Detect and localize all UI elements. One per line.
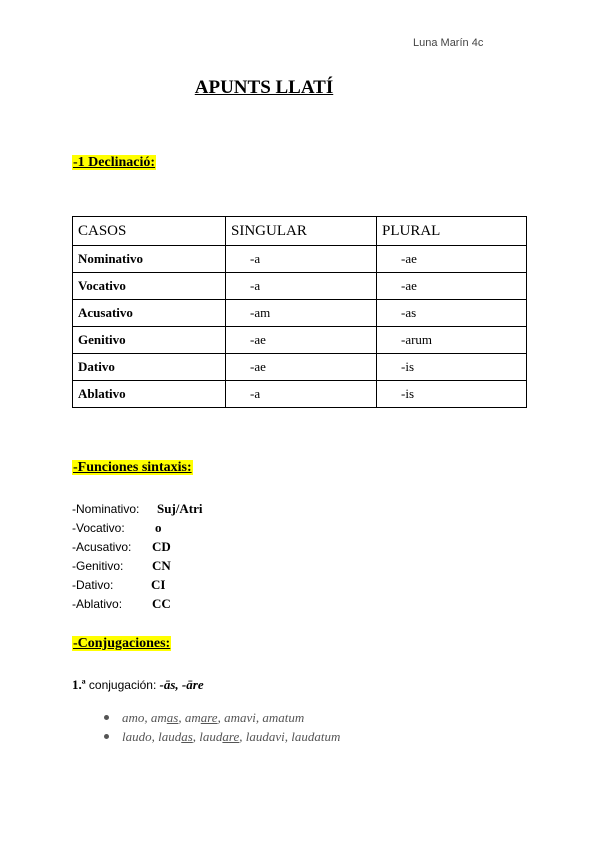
plural-ending: -as — [377, 300, 527, 327]
table-header-row — [73, 217, 527, 246]
function-case: -Ablativo: — [72, 597, 123, 611]
case-name: Genitivo — [73, 327, 226, 354]
plural-ending: -is — [377, 354, 527, 381]
bullet-icon — [104, 734, 109, 739]
declension-heading-text: -1 Declinació: — [73, 155, 156, 170]
declension-table — [72, 216, 527, 408]
function-value: o — [155, 520, 162, 535]
function-value: Suj/Atri — [157, 501, 203, 516]
example-ending: are — [222, 729, 240, 744]
case-name: Vocativo — [73, 273, 226, 300]
functions-heading — [72, 458, 193, 476]
table-row — [73, 300, 527, 327]
plural-ending: -arum — [377, 327, 527, 354]
function-case: -Nominativo: — [72, 502, 140, 516]
declension-heading — [72, 153, 156, 171]
singular-ending: -ae — [226, 354, 377, 381]
table-row — [73, 327, 527, 354]
singular-ending: -a — [226, 246, 377, 273]
plural-ending: -ae — [377, 273, 527, 300]
conjugation-label: conjugación: — [88, 678, 157, 692]
conjugation-forms: -ās, -āre — [159, 677, 204, 692]
function-case: -Vocativo: — [72, 521, 125, 535]
singular-ending: -a — [226, 273, 377, 300]
table-row — [73, 354, 527, 381]
conjugations-heading — [72, 634, 171, 652]
example-ending: as — [181, 729, 193, 744]
example-ending: as — [166, 710, 179, 725]
list-item — [72, 518, 162, 537]
table-row — [73, 246, 527, 273]
conjugation-number: 1.ª — [72, 677, 86, 692]
function-value: CC — [152, 596, 171, 611]
column-header-cases: CASOS — [73, 217, 226, 246]
function-value: CD — [152, 539, 171, 554]
plural-ending: -is — [377, 381, 527, 408]
first-conjugation-line — [72, 677, 204, 693]
function-value: CN — [152, 558, 171, 573]
example-part: amo, am — [122, 710, 167, 725]
list-item — [72, 575, 166, 594]
author-name: Luna Marín 4c — [413, 37, 484, 49]
table-row — [73, 273, 527, 300]
table-row — [73, 381, 527, 408]
list-item — [104, 727, 340, 746]
column-header-plural: PLURAL — [377, 217, 527, 246]
example-part: , amavi, amatum — [217, 710, 305, 725]
example-part: , am — [178, 710, 201, 725]
list-item — [72, 594, 171, 613]
case-name: Ablativo — [73, 381, 226, 408]
functions-list — [72, 499, 203, 613]
function-value: CI — [151, 577, 166, 592]
case-name: Acusativo — [73, 300, 226, 327]
function-case: -Acusativo: — [72, 540, 132, 554]
functions-heading-text: -Funciones sintaxis: — [73, 460, 192, 475]
conjugations-heading-text: -Conjugaciones: — [73, 636, 171, 651]
list-item — [104, 708, 340, 727]
singular-ending: -am — [226, 300, 377, 327]
example-part: , laud — [192, 729, 223, 744]
list-item — [72, 537, 171, 556]
case-name: Nominativo — [73, 246, 226, 273]
function-case: -Dativo: — [72, 578, 114, 592]
singular-ending: -a — [226, 381, 377, 408]
example-part: , laudavi, laudatum — [239, 729, 341, 744]
plural-ending: -ae — [377, 246, 527, 273]
example-ending: are — [200, 710, 218, 725]
conjugation-examples — [104, 708, 340, 746]
page-title: APUNTS LLATÍ — [194, 77, 334, 98]
list-item — [72, 556, 171, 575]
case-name: Dativo — [73, 354, 226, 381]
function-case: -Genitivo: — [72, 559, 124, 573]
example-part: laudo, laud — [122, 729, 182, 744]
singular-ending: -ae — [226, 327, 377, 354]
column-header-singular: SINGULAR — [226, 217, 377, 246]
bullet-icon — [104, 715, 109, 720]
list-item — [72, 499, 203, 518]
